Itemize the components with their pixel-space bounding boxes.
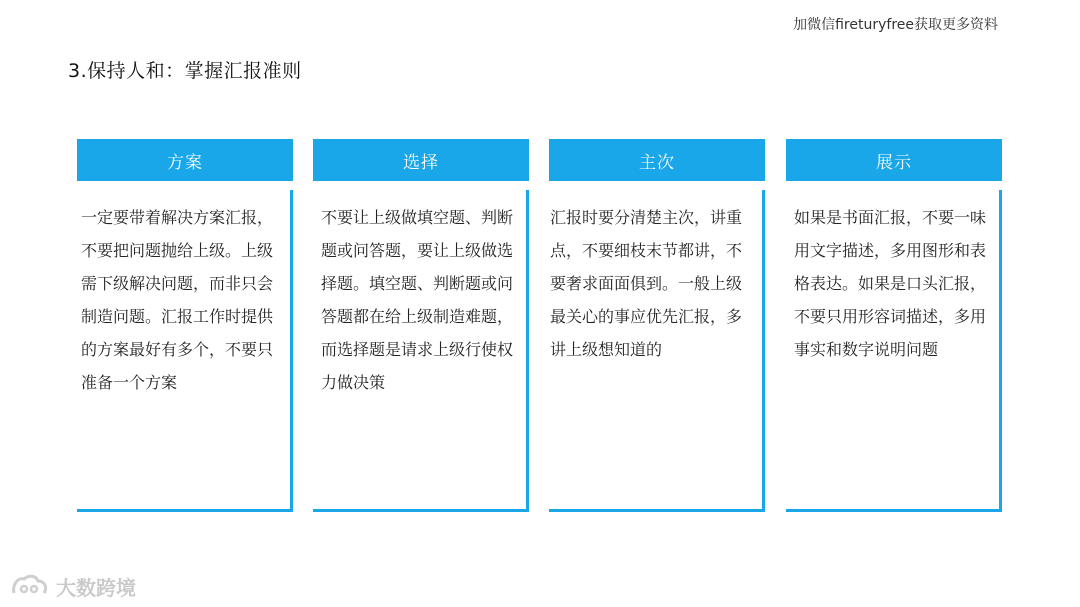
slide-title: 3.保持人和：掌握汇报准则 (68, 60, 302, 82)
header-note: 加微信fireturyfree获取更多资料 (793, 17, 998, 33)
card-choice (313, 139, 529, 512)
card-border-right (290, 190, 293, 510)
card-body-text: 一定要带着解决方案汇报，不要把问题抛给上级。上级需下级解决问题，而非只会制造问题。汇报工作时提供的方案最好有多个，不要只准备一个方案 (81, 208, 274, 392)
card-plan (77, 139, 293, 512)
watermark-text: 大数跨境 (56, 576, 136, 600)
card-heading: 选择 (313, 139, 529, 181)
card-heading: 主次 (549, 139, 765, 181)
card-border-right (762, 190, 765, 510)
watermark (10, 572, 136, 601)
card-border-bottom (77, 509, 293, 512)
card-priority (549, 139, 765, 512)
card-border-bottom (786, 509, 1002, 512)
card-body-text: 不要让上级做填空题、判断题或问答题，要让上级做选择题。填空题、判断题或问答题都在给上级制造难题，而选择题是请求上级行使权力做决策 (321, 208, 514, 392)
watermark-logo-icon (10, 573, 50, 601)
card-body-text: 如果是书面汇报，不要一味用文字描述，多用图形和表格表达。如果是口头汇报，不要只用形容词描述，多用事实和数字说明问题 (794, 208, 987, 359)
card-border-bottom (549, 509, 765, 512)
card-heading: 方案 (77, 139, 293, 181)
card-presentation (786, 139, 1002, 512)
card-heading: 展示 (786, 139, 1002, 181)
card-body-text: 汇报时要分清楚主次，讲重点，不要细枝末节都讲，不要奢求面面俱到。一般上级最关心的事应优先汇报，多讲上级想知道的 (550, 208, 743, 359)
card-border-bottom (313, 509, 529, 512)
